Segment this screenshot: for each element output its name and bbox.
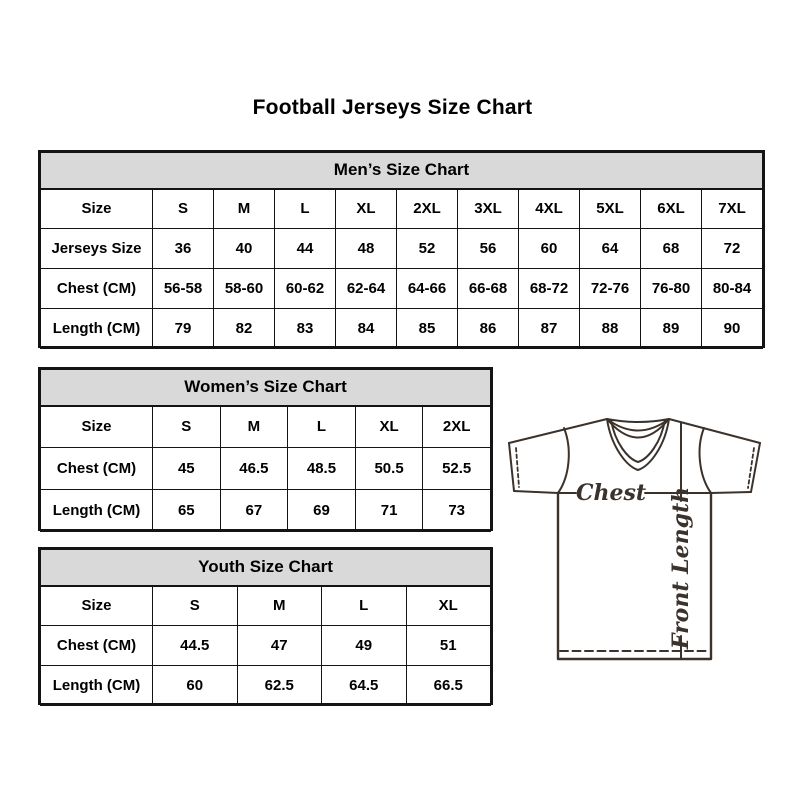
size-cell: 4XL: [519, 189, 580, 229]
size-cell: 60-62: [275, 269, 336, 309]
size-cell: 46.5: [220, 448, 288, 490]
size-cell: M: [214, 189, 275, 229]
jersey-right-armhole-seam: [700, 428, 711, 493]
size-cell: 45: [153, 448, 221, 490]
womens-size-table: [38, 367, 493, 531]
size-cell: 52.5: [423, 448, 491, 490]
row-label: Size: [41, 189, 153, 229]
jersey-left-armhole-seam: [558, 428, 569, 493]
jersey-left-sleeve-bottom: [514, 491, 558, 493]
page-title: Football Jerseys Size Chart: [252, 96, 533, 119]
mens-size-table: [38, 150, 765, 348]
womens-table-title: Women’s Size Chart: [41, 370, 491, 406]
row-label: Length (CM): [41, 490, 153, 532]
size-cell: 44.5: [153, 626, 238, 666]
jersey-collar-top-line: [607, 419, 669, 422]
size-cell: 66-68: [458, 269, 519, 309]
size-cell: 6XL: [641, 189, 702, 229]
front-length-measurement-label: Front Length: [668, 486, 694, 650]
size-cell: 49: [322, 626, 407, 666]
size-cell: 47: [237, 626, 322, 666]
size-cell: 60: [153, 666, 238, 706]
size-cell: 89: [641, 309, 702, 349]
size-cell: XL: [336, 189, 397, 229]
size-cell: S: [153, 586, 238, 626]
size-cell: L: [322, 586, 407, 626]
size-cell: S: [153, 189, 214, 229]
size-cell: 40: [214, 229, 275, 269]
mens-table: [40, 152, 763, 349]
jersey-right-cuff-edge: [751, 443, 760, 492]
size-cell: 84: [336, 309, 397, 349]
table-row: [41, 229, 763, 269]
row-label: Length (CM): [41, 309, 153, 349]
size-cell: 62-64: [336, 269, 397, 309]
jersey-measurement-diagram: [498, 398, 780, 680]
size-cell: 62.5: [237, 666, 322, 706]
table-row: [41, 189, 763, 229]
table-row: [41, 626, 491, 666]
size-cell: 73: [423, 490, 491, 532]
size-cell: 50.5: [355, 448, 423, 490]
size-cell: 87: [519, 309, 580, 349]
size-cell: 66.5: [406, 666, 491, 706]
size-cell: L: [288, 406, 356, 448]
size-cell: 85: [397, 309, 458, 349]
row-label: Jerseys Size: [41, 229, 153, 269]
row-label: Chest (CM): [41, 626, 153, 666]
size-cell: M: [237, 586, 322, 626]
size-cell: S: [153, 406, 221, 448]
size-cell: 56-58: [153, 269, 214, 309]
row-label: Length (CM): [41, 666, 153, 706]
size-cell: XL: [406, 586, 491, 626]
size-cell: 3XL: [458, 189, 519, 229]
size-cell: 72-76: [580, 269, 641, 309]
jersey-left-cuff-dashed: [516, 448, 519, 487]
table-row: [41, 586, 491, 626]
youth-table: [40, 549, 491, 706]
table-row: [41, 666, 491, 706]
size-cell: 64-66: [397, 269, 458, 309]
size-cell: 71: [355, 490, 423, 532]
jersey-illustration: [498, 398, 780, 680]
jersey-left-cuff-edge: [509, 443, 514, 491]
table-row: [41, 448, 491, 490]
size-cell: 69: [288, 490, 356, 532]
table-row: [41, 269, 763, 309]
table-row: [41, 406, 491, 448]
row-label: Size: [41, 406, 153, 448]
size-cell: 80-84: [702, 269, 763, 309]
youth-table-title: Youth Size Chart: [41, 550, 491, 586]
size-cell: 48.5: [288, 448, 356, 490]
size-cell: 83: [275, 309, 336, 349]
size-cell: 52: [397, 229, 458, 269]
size-cell: 44: [275, 229, 336, 269]
size-cell: XL: [355, 406, 423, 448]
size-cell: 60: [519, 229, 580, 269]
size-cell: 36: [153, 229, 214, 269]
size-cell: 5XL: [580, 189, 641, 229]
size-cell: 68: [641, 229, 702, 269]
jersey-right-sleeve-bottom: [711, 492, 751, 493]
size-cell: 64: [580, 229, 641, 269]
size-cell: 58-60: [214, 269, 275, 309]
size-cell: 67: [220, 490, 288, 532]
size-cell: 86: [458, 309, 519, 349]
size-cell: 64.5: [322, 666, 407, 706]
size-cell: L: [275, 189, 336, 229]
row-label: Chest (CM): [41, 269, 153, 309]
mens-table-title: Men’s Size Chart: [41, 153, 763, 189]
size-cell: 88: [580, 309, 641, 349]
womens-table: [40, 369, 491, 532]
size-cell: 51: [406, 626, 491, 666]
size-cell: 68-72: [519, 269, 580, 309]
table-row: [41, 490, 491, 532]
size-cell: 82: [214, 309, 275, 349]
size-cell: 2XL: [423, 406, 491, 448]
jersey-right-shoulder-line: [669, 419, 760, 443]
size-cell: 56: [458, 229, 519, 269]
size-cell: 65: [153, 490, 221, 532]
youth-size-table: [38, 547, 493, 705]
size-cell: 79: [153, 309, 214, 349]
row-label: Size: [41, 586, 153, 626]
chest-measurement-label: Chest: [575, 480, 647, 506]
size-cell: 72: [702, 229, 763, 269]
size-cell: 2XL: [397, 189, 458, 229]
size-cell: 48: [336, 229, 397, 269]
table-row: [41, 309, 763, 349]
jersey-left-shoulder-line: [509, 419, 607, 443]
size-cell: 90: [702, 309, 763, 349]
size-cell: 7XL: [702, 189, 763, 229]
size-cell: M: [220, 406, 288, 448]
row-label: Chest (CM): [41, 448, 153, 490]
size-cell: 76-80: [641, 269, 702, 309]
